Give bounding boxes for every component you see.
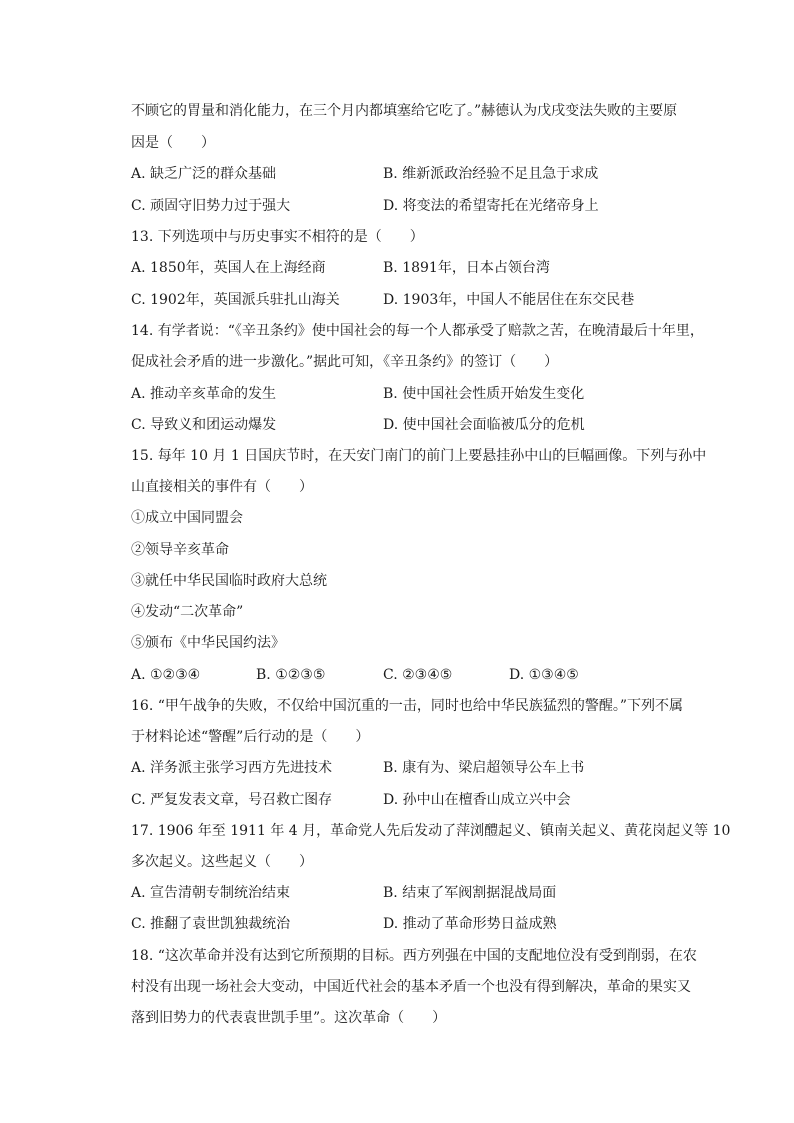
q17-option-d: D. 推动了革命形势日益成熟 [383,916,557,932]
q16-stem-line2: 于材料论述“警醒”后行动的是（ ） [131,729,370,745]
q15-option-a: A. ①②③④ [131,667,201,683]
q14-option-d: D. 使中国社会面临被瓜分的危机 [383,417,585,433]
q13-option-a: A. 1850年，英国人在上海经商 [131,260,326,276]
q14-option-a: A. 推动辛亥革命的发生 [131,386,277,402]
q18-stem-line2: 村没有出现一场社会大变动，中国近代社会的基本矛盾一个也没有得到解决，革命的果实又 [131,979,691,995]
q15-option-c: C. ②③④⑤ [383,667,453,683]
q15-item-1: ①成立中国同盟会 [131,510,243,526]
q15-stem-line1: 15. 每年 10 月 1 日国庆节时，在天安门南门的前门上要悬挂孙中山的巨幅画像。下列与孙中 [131,448,707,464]
q13-option-c: C. 1902年，英国派兵驻扎山海关 [131,292,340,308]
q15-option-b: B. ①②③⑤ [256,667,326,683]
q15-item-5: ⑤颁布《中华民国约法》 [131,635,285,651]
q14-stem-line1: 14. 有学者说：“《辛丑条约》使中国社会的每一个人都承受了赔款之苦，在晚清最后十年里， [131,323,704,339]
q15-item-4: ④发动“二次革命” [131,604,244,620]
q15-item-3: ③就任中华民国临时政府大总统 [131,573,327,589]
q16-option-a: A. 洋务派主张学习西方先进技术 [131,760,333,776]
q12-option-a: A. 缺乏广泛的群众基础 [131,166,277,182]
q15-option-d: D. ①③④⑤ [509,667,579,683]
q12-stem-line1: 不顾它的胃量和消化能力，在三个月内都填塞给它吃了。”赫德认为戊戌变法失败的主要原 [131,103,678,119]
q16-stem-line1: 16. “甲午战争的失败，不仅给中国沉重的一击，同时也给中华民族猛烈的警醒。”下列不属 [131,698,684,714]
q16-option-d: D. 孙中山在檀香山成立兴中会 [383,792,571,808]
q12-option-c: C. 顽固守旧势力过于强大 [131,198,291,214]
q16-option-b: B. 康有为、梁启超领导公车上书 [383,760,585,776]
q17-stem-line1: 17. 1906 年至 1911 年 4 月，革命党人先后发动了萍浏醴起义、镇南关起义、黄花岗起义等 10 [131,823,731,839]
q12-stem-line2: 因是（ ） [131,135,215,151]
q13-stem: 13. 下列选项中与历史事实不相符的是（ ） [131,229,424,245]
q15-item-2: ②领导辛亥革命 [131,542,229,558]
q13-option-d: D. 1903年，中国人不能居住在东交民巷 [383,292,635,308]
q15-stem-line2: 山直接相关的事件有（ ） [131,479,313,495]
q17-option-a: A. 宣告清朝专制统治结束 [131,885,291,901]
q13-option-b: B. 1891年，日本占领台湾 [383,260,550,276]
q14-option-c: C. 导致义和团运动爆发 [131,417,277,433]
q17-option-c: C. 推翻了袁世凯独裁统治 [131,916,291,932]
q17-stem-line2: 多次起义。这些起义（ ） [131,854,313,870]
q14-option-b: B. 使中国社会性质开始发生变化 [383,386,585,402]
q16-option-c: C. 严复发表文章，号召救亡图存 [131,792,333,808]
q12-option-d: D. 将变法的希望寄托在光绪帝身上 [383,198,599,214]
q18-stem-line1: 18. “这次革命并没有达到它所预期的目标。西方列强在中国的支配地位没有受到削弱，在农 [131,948,697,964]
q14-stem-line2: 促成社会矛盾的进一步激化。”据此可知，《辛丑条约》的签订（ ） [131,354,559,370]
q12-option-b: B. 维新派政治经验不足且急于求成 [383,166,599,182]
q18-stem-line3: 落到旧势力的代表袁世凯手里”。这次革命（ ） [131,1010,447,1026]
q17-option-b: B. 结束了军阀割据混战局面 [383,885,557,901]
